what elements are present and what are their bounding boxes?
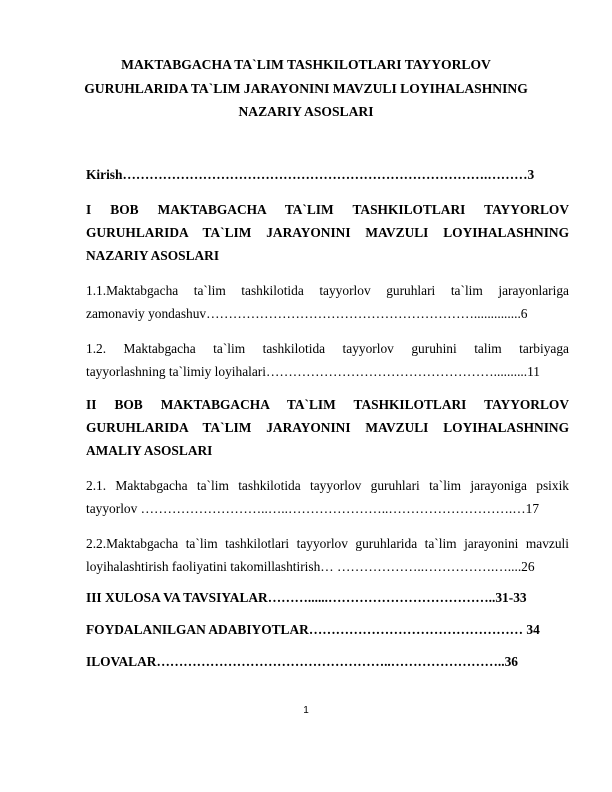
toc-chapter-3: III XULOSA VA TAVSIYALAR………......………………………………..31-33 bbox=[86, 590, 527, 605]
toc-chapter-2-line-3: AMALIY ASOSLARI bbox=[86, 443, 213, 458]
toc-section-1-2-line-2: tayyorlashning ta`limiy loyihalari……………………………………………..........11 bbox=[86, 364, 540, 379]
toc-intro: Kirish……………………………………………………………………….………3 bbox=[86, 167, 535, 182]
title-line-1: MAKTABGACHA TA`LIM TASHKILOTLARI TAYYORLOV bbox=[121, 57, 491, 72]
toc-chapter-1-line-3: NAZARIY ASOSLARI bbox=[86, 248, 220, 263]
toc-section-2-1-line-1: 2.1. Maktabgacha ta`lim tashkilotida tayyorlov guruhlari ta`lim jarayoniga psixik bbox=[86, 478, 569, 493]
document-title bbox=[60, 53, 552, 124]
toc-chapter-2-line-1: II BOB MAKTABGACHA TA`LIM TASHKILOTLARI TAYYORLOV bbox=[86, 397, 569, 412]
toc-section-2-1-line-2: tayyorlov ………………………..…..…………………..……………………….…17 bbox=[86, 501, 540, 516]
toc-section-2-2-line-1: 2.2.Maktabgacha ta`lim tashkilotlari tayyorlov guruhlarida ta`lim jarayonini mavzuli bbox=[86, 536, 569, 551]
title-line-3: NAZARIY ASOSLARI bbox=[238, 104, 374, 119]
toc-chapter-1-line-2: GURUHLARIDA TA`LIM JARAYONINI MAVZULI LOYIHALASHNING bbox=[86, 225, 569, 240]
toc-appendices: ILOVALAR……………………………………………..……………………..36 bbox=[86, 654, 518, 669]
toc-section-2-2-line-2: loyihalashtirish faoliyatini takomillashtirish… ………………..…………….…....26 bbox=[86, 559, 535, 574]
title-line-2: GURUHLARIDA TA`LIM JARAYONINI MAVZULI LOYIHALASHNING bbox=[84, 80, 528, 96]
toc-section-1-2-line-1: 1.2. Maktabgacha ta`lim tashkilotida tayyorlov guruhini talim tarbiyaga bbox=[86, 341, 569, 356]
toc-section-1-1-line-2: zamonaviy yondashuv……………………………………………………..............6 bbox=[86, 306, 528, 321]
toc-chapter-2-line-2: GURUHLARIDA TA`LIM JARAYONINI MAVZULI LOYIHALASHNING bbox=[86, 420, 569, 435]
toc-references: FOYDALANILGAN ADABIYOTLAR………………………………………… 34 bbox=[86, 622, 540, 637]
toc-chapter-1-line-1: I BOB MAKTABGACHA TA`LIM TASHKILOTLARI TAYYORLOV bbox=[86, 202, 569, 217]
page-number: 1 bbox=[303, 705, 309, 716]
toc-section-1-1-line-1: 1.1.Maktabgacha ta`lim tashkilotida tayyorlov guruhlari ta`lim jarayonlariga bbox=[86, 283, 569, 298]
